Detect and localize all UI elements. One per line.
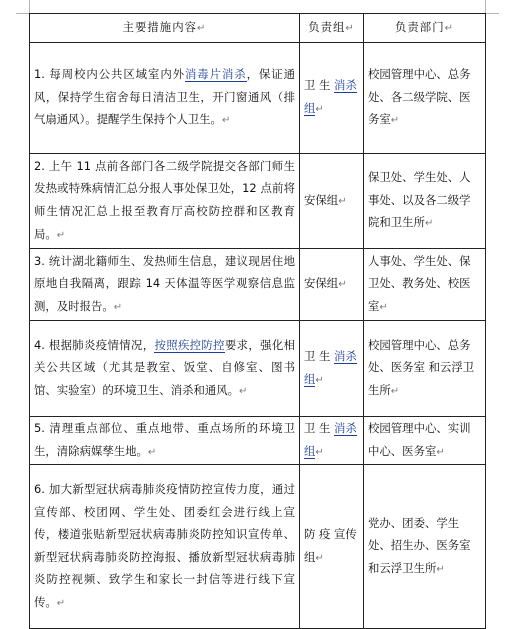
header-measures: 主要措施内容↵ xyxy=(30,14,300,43)
group-cell: 卫 生 消杀组↵ xyxy=(300,43,364,154)
measures-table xyxy=(29,13,486,629)
measure-cell: 2. 上午 11 点前各部门各二级学院提交各部门师生发热或特殊病情汇总分报人事处保卫处，12 点前将师生情况汇总上报至教育厅高校防控群和区教育局。↵ xyxy=(30,154,300,249)
page-corner-mark-right xyxy=(485,0,499,14)
table-row xyxy=(30,465,486,629)
table-row xyxy=(30,417,486,465)
department-cell: 党办、团委、学生处、招生办、医务室和云浮卫生所↵ xyxy=(364,465,486,629)
header-row xyxy=(30,14,486,43)
measure-cell: 1. 每周校内公共区域室内外消毒片消杀，保证通风，保持学生宿舍每日清洁卫生，开门窗通风（排气扇通风）。提醒学生保持个人卫生。↵ xyxy=(30,43,300,154)
measure-link: 消毒片消杀 xyxy=(184,67,247,82)
header-department: 负责部门↵ xyxy=(364,14,486,43)
measure-link: 按照疾控防控 xyxy=(154,337,225,352)
department-cell: 人事处、学生处、保卫处、教务处、校医室↵ xyxy=(364,249,486,321)
measure-cell: 4. 根据肺炎疫情情况，按照疾控防控要求，强化相关公共区域（尤其是教室、饭堂、自修室、图书馆、实验室）的环境卫生、消杀和通风。↵ xyxy=(30,321,300,417)
department-cell: 校园管理中心、实训中心、医务室↵ xyxy=(364,417,486,465)
table-row xyxy=(30,43,486,154)
measure-cell: 5. 清理重点部位、重点地带、重点场所的环境卫生，清除病媒孳生地。↵ xyxy=(30,417,300,465)
group-cell: 安保组↵ xyxy=(300,249,364,321)
table-row xyxy=(30,154,486,249)
group-cell: 防 疫 宣传组↵ xyxy=(300,465,364,629)
department-cell: 校园管理中心、总务处、医务室 和云浮卫生所↵ xyxy=(364,321,486,417)
measure-cell: 3. 统计湖北籍师生、发热师生信息，建议现居住地原地自我隔离，跟踪 14 天体温等医学观察信息监测，及时报告。↵ xyxy=(30,249,300,321)
table-row xyxy=(30,321,486,417)
measure-cell: 6. 加大新型冠状病毒肺炎疫情防控宣传力度，通过宣传部、校团网、学生处、团委红会进行线上宣传，楼道张贴新型冠状病毒肺炎防控知识宣传单、新型冠状病毒肺炎防控海报、播放新型冠状病毒肺炎防控视频、致学生和家长一封信等进行线下宣传。↵ xyxy=(30,465,300,629)
group-cell: 卫 生 消杀组↵ xyxy=(300,417,364,465)
group-cell: 卫 生 消杀组↵ xyxy=(300,321,364,417)
group-cell: 安保组↵ xyxy=(300,154,364,249)
header-group: 负责组↵ xyxy=(300,14,364,43)
department-cell: 校园管理中心、总务处、各二级学院、医务室↵ xyxy=(364,43,486,154)
table-row xyxy=(30,249,486,321)
page-corner-mark-left xyxy=(16,0,30,14)
department-cell: 保卫处、学生处、人事处、以及各二级学院和卫生所↵ xyxy=(364,154,486,249)
